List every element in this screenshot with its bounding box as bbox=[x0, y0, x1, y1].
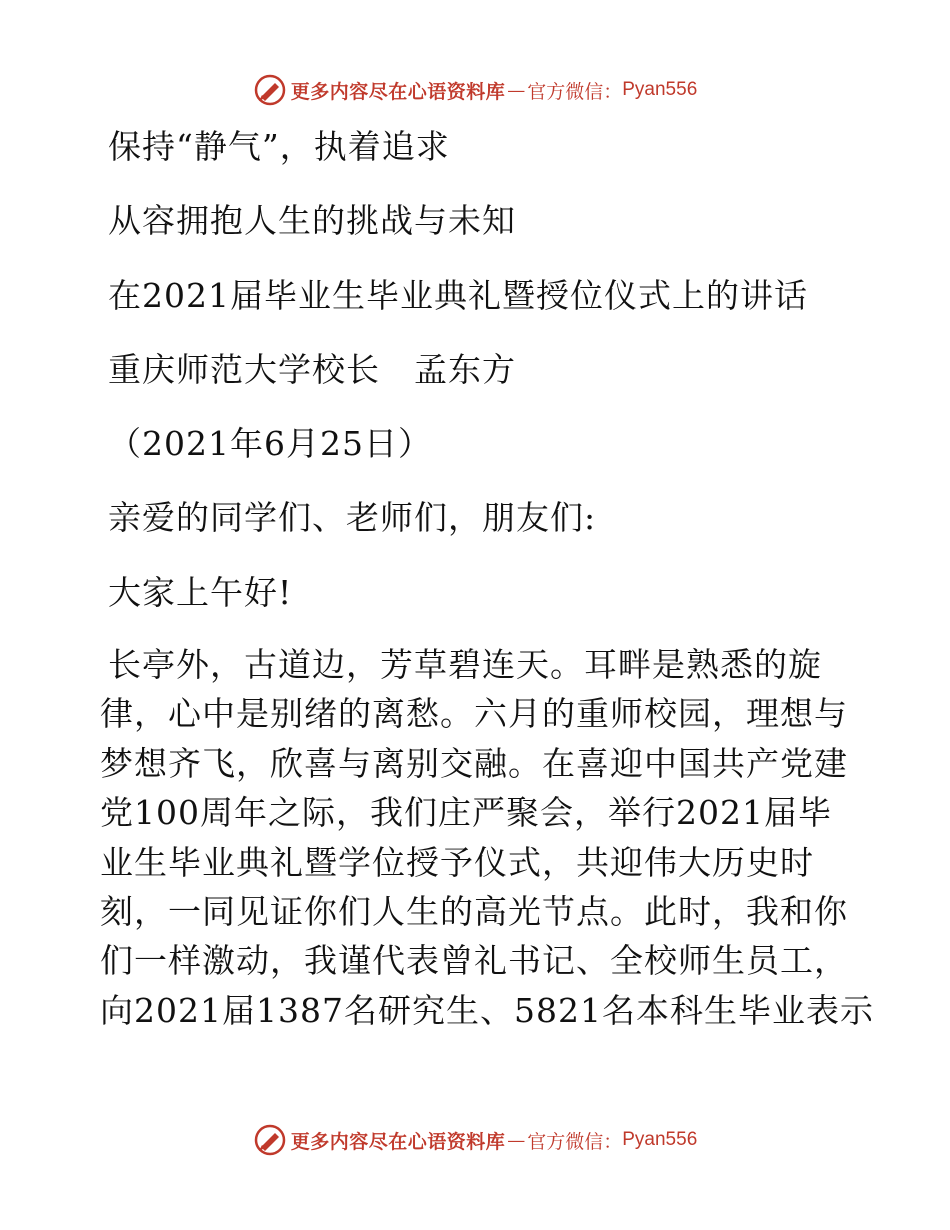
paragraph-line: 律，心中是别绪的离愁。六月的重师校园，理想与 bbox=[100, 694, 848, 734]
greeting: 大家上午好! bbox=[108, 573, 293, 612]
paragraph-line: 业生毕业典礼暨学位授予仪式，共迎伟大历史时 bbox=[100, 842, 814, 882]
paragraph-line: 们一样激动，我谨代表曾礼书记、全校师生员工， bbox=[100, 941, 848, 981]
salutation: 亲爱的同学们、老师们，朋友们: bbox=[108, 498, 597, 537]
watermark-separator: — bbox=[507, 1129, 526, 1151]
watermark-wechat-id: Pyan556 bbox=[622, 79, 698, 100]
watermark-separator: — bbox=[507, 79, 526, 101]
watermark-official-label: 官方微信： bbox=[527, 1130, 623, 1153]
top-watermark bbox=[0, 70, 950, 110]
speech-occasion: 在2021届毕业生毕业典礼暨授位仪式上的讲话 bbox=[108, 276, 808, 315]
paragraph-line: 刻，一同见证你们人生的高光节点。此时，我和你 bbox=[100, 892, 848, 932]
bottom-watermark bbox=[0, 1120, 950, 1160]
speaker-line: 重庆师范大学校长 孟东方 bbox=[108, 350, 516, 389]
paragraph-line: 向2021届1387名研究生、5821名本科生毕业表示 bbox=[100, 990, 874, 1030]
speech-title: 保持“静气”，执着追求 bbox=[108, 127, 450, 166]
paragraph-line: 梦想齐飞，欣喜与离别交融。在喜迎中国共产党建 bbox=[100, 743, 848, 783]
watermark-official-label: 官方微信： bbox=[527, 80, 623, 103]
pen-logo-icon bbox=[253, 1123, 287, 1157]
pen-logo-icon bbox=[253, 73, 287, 107]
speech-subtitle: 从容拥抱人生的挑战与未知 bbox=[108, 201, 516, 240]
watermark-site-text: 更多内容尽在心语资料库 bbox=[290, 1130, 506, 1153]
watermark-site-text: 更多内容尽在心语资料库 bbox=[290, 80, 506, 103]
speech-date: （2021年6月25日） bbox=[108, 424, 432, 463]
body-paragraph bbox=[100, 640, 874, 1035]
watermark-wechat-id: Pyan556 bbox=[622, 1129, 698, 1150]
paragraph-line: 党100周年之际，我们庄严聚会，举行2021届毕 bbox=[100, 793, 832, 833]
paragraph-line: 长亭外，古道边，芳草碧连天。耳畔是熟悉的旋 bbox=[108, 645, 822, 684]
